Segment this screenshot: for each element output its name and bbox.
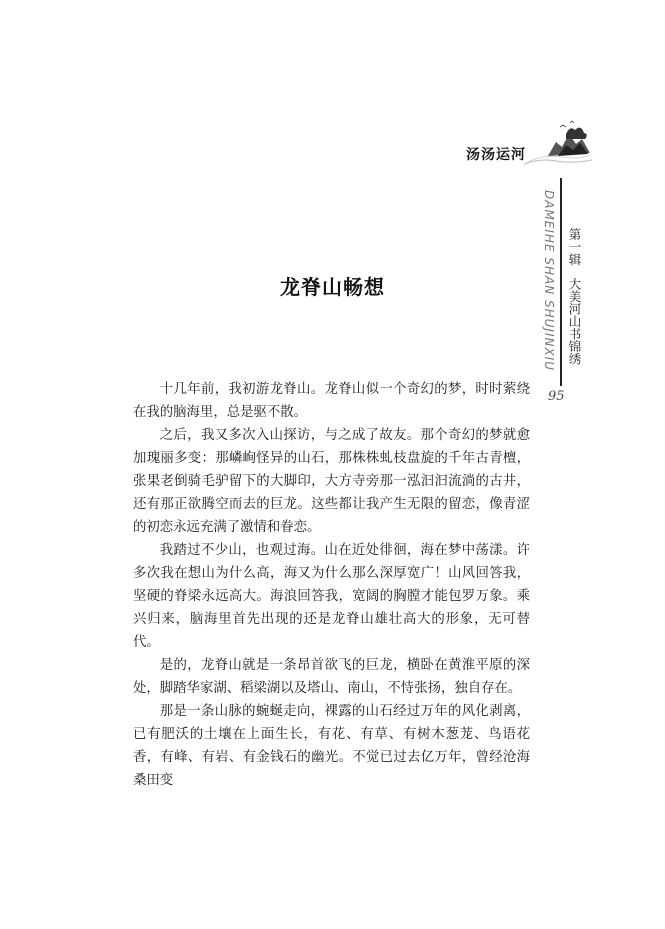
section-label: 汤汤运河 xyxy=(466,147,526,163)
page-number: 95 xyxy=(548,389,565,404)
paragraph: 我踏过不少山，也观过海。山在近处徘徊，海在梦中荡漾。许多次我在想山为什么高，海又为什么那么深厚宽广！山风回答我，坚硬的脊梁永远高大。海浪回答我，宽阔的胸膛才能包罗万象。乘兴归来，脑海里首先出现的还是龙脊山雄壮高大的形象，无可替代。 xyxy=(133,543,530,650)
landscape-vignette-icon xyxy=(522,118,594,168)
series-title: 大美河山书锦绣 xyxy=(567,277,582,365)
paragraph: 那是一条山脉的蜿蜒走向，裸露的山石经过万年的风化剥离，已有肥沃的土壤在上面生长，有花、有草、有树木葱茏、鸟语花香，有峰、有岩、有金钱石的幽光。不觉已过去亿万年，曾经沧海桑田变 xyxy=(133,704,530,788)
series-part: 第一辑 xyxy=(567,228,582,266)
article-body xyxy=(133,378,530,792)
paragraph: 是的，龙脊山就是一条昂首欲飞的巨龙，横卧在黄淮平原的深处，脚踏华家湖、稻梁湖以及塔山、南山，不恃张扬，独自存在。 xyxy=(133,658,530,696)
paragraph: 之后，我又多次入山探访，与之成了故友。那个奇幻的梦就愈加瑰丽多变：那嶙峋怪异的山石，那株株虬枝盘旋的千年古青檀，张果老倒骑毛驴留下的大脚印，大方寺旁那一泓汩汩流淌的古井，还有那正欲腾空而去的巨龙。这些都让我产生无限的留恋，像青涩的初恋永远充满了激情和眷恋。 xyxy=(133,428,530,535)
paragraph: 十几年前，我初游龙脊山。龙脊山似一个奇幻的梦，时时萦绕在我的脑海里，总是驱不散。 xyxy=(133,382,530,420)
article-title: 龙脊山畅想 xyxy=(280,275,385,299)
series-romanization: DAMEIHE SHAN SHUJINXIU xyxy=(542,190,556,372)
